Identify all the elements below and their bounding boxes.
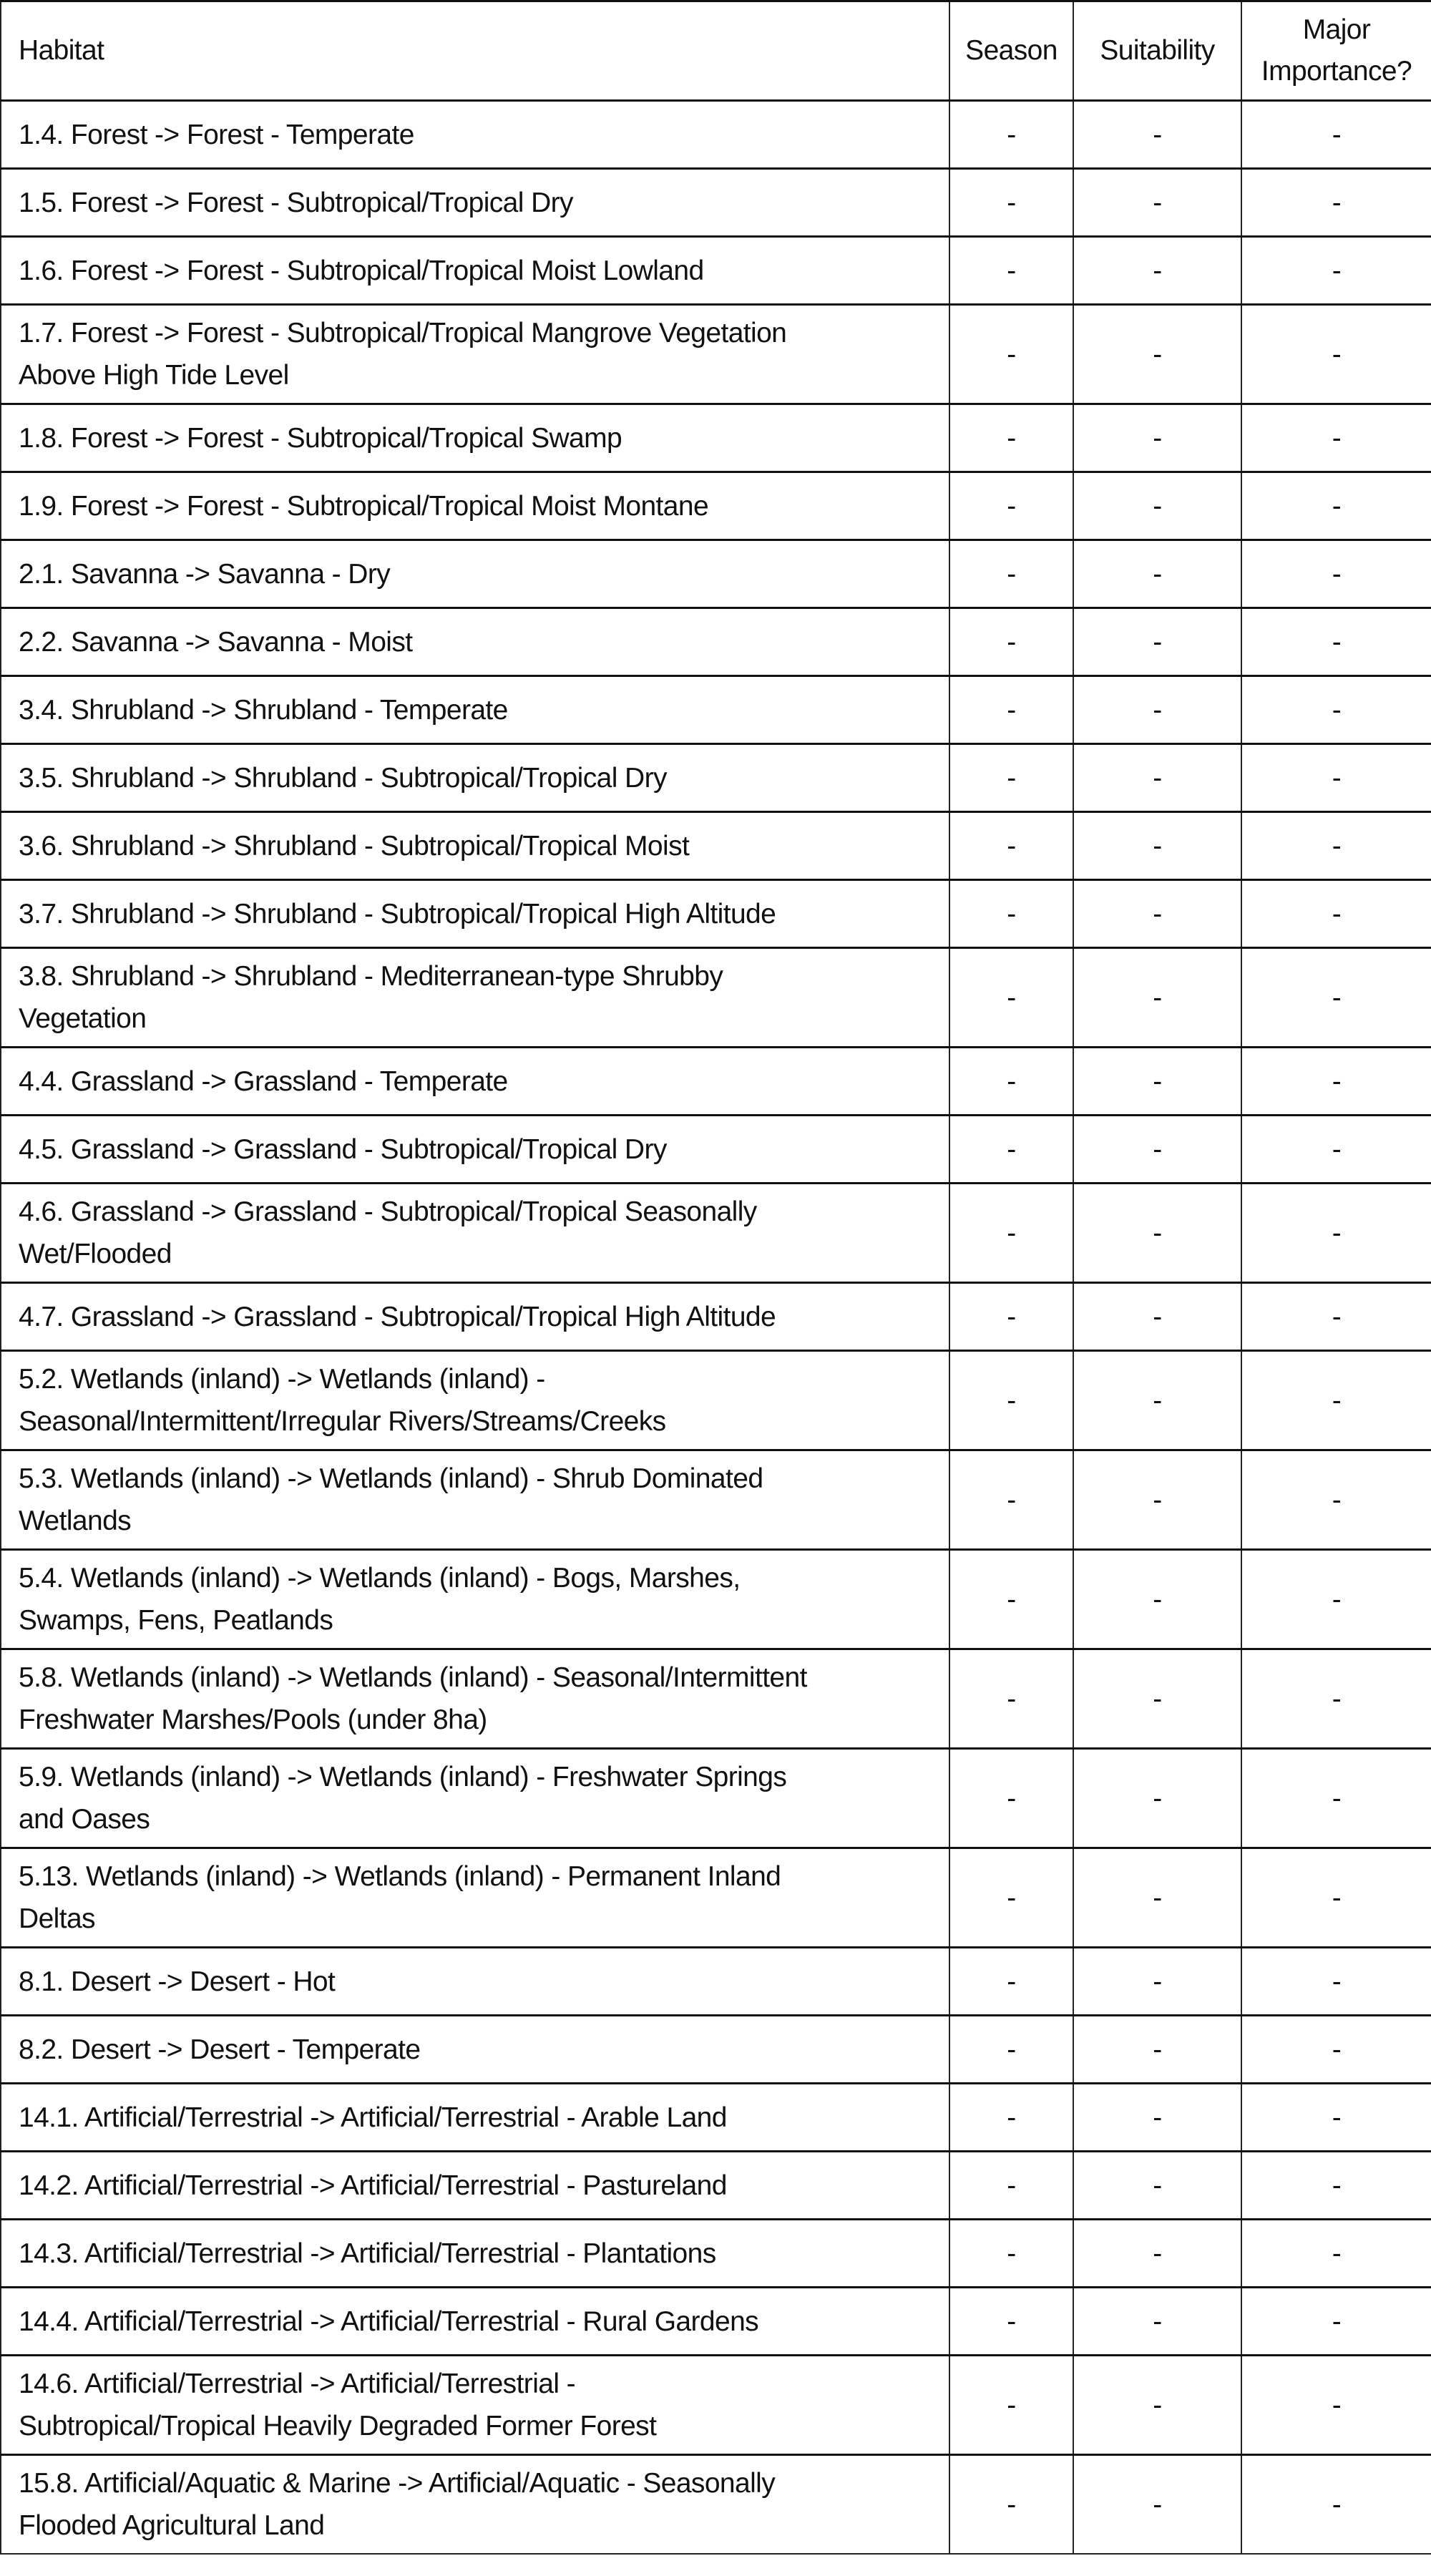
habitat-cell xyxy=(1,1450,949,1550)
habitat-text: 5.13. Wetlands (inland) -> Wetlands (inland) - Permanent Inland xyxy=(19,1861,781,1892)
season-cell: - xyxy=(949,676,1073,744)
habitat-cell xyxy=(1,169,949,237)
season-cell: - xyxy=(949,2220,1073,2288)
habitat-text: 4.7. Grassland -> Grassland - Subtropical/Tropical High Altitude xyxy=(19,1301,776,1332)
suitability-cell: - xyxy=(1073,1283,1241,1351)
habitat-cell xyxy=(1,948,949,1048)
season-cell: - xyxy=(949,1848,1073,1948)
habitat-text: 3.4. Shrubland -> Shrubland - Temperate xyxy=(19,694,508,726)
habitat-text: 2.1. Savanna -> Savanna - Dry xyxy=(19,558,391,590)
habitat-text: Swamps, Fens, Peatlands xyxy=(19,1605,333,1636)
suitability-cell: - xyxy=(1073,404,1241,472)
habitat-cell xyxy=(1,2220,949,2288)
table-header xyxy=(1,1,1431,101)
major-importance-cell: - xyxy=(1241,540,1431,608)
table-row xyxy=(1,305,1431,404)
habitat-text: 8.1. Desert -> Desert - Hot xyxy=(19,1966,336,1997)
season-cell: - xyxy=(949,1351,1073,1450)
season-cell: - xyxy=(949,101,1073,169)
habitat-text: 3.7. Shrubland -> Shrubland - Subtropical/Tropical High Altitude xyxy=(19,898,776,930)
habitat-text: 4.5. Grassland -> Grassland - Subtropical/Tropical Dry xyxy=(19,1133,667,1165)
habitat-text: 8.2. Desert -> Desert - Temperate xyxy=(19,2034,421,2065)
major-importance-cell: - xyxy=(1241,1450,1431,1550)
suitability-cell: - xyxy=(1073,472,1241,540)
season-cell: - xyxy=(949,237,1073,305)
habitat-text: 1.6. Forest -> Forest - Subtropical/Tropical Moist Lowland xyxy=(19,255,704,286)
habitat-cell xyxy=(1,404,949,472)
suitability-cell: - xyxy=(1073,2152,1241,2220)
suitability-cell: - xyxy=(1073,169,1241,237)
major-importance-cell: - xyxy=(1241,812,1431,880)
habitat-cell xyxy=(1,2084,949,2152)
table-row xyxy=(1,1550,1431,1649)
column-header-major-importance xyxy=(1241,1,1431,101)
season-cell: - xyxy=(949,1048,1073,1116)
table-row xyxy=(1,2152,1431,2220)
major-importance-cell: - xyxy=(1241,237,1431,305)
suitability-cell: - xyxy=(1073,812,1241,880)
major-importance-cell: - xyxy=(1241,948,1431,1048)
habitat-text: 3.8. Shrubland -> Shrubland - Mediterranean-type Shrubby xyxy=(19,961,723,992)
habitat-text: 1.8. Forest -> Forest - Subtropical/Tropical Swamp xyxy=(19,422,622,454)
habitat-text: 15.8. Artificial/Aquatic & Marine -> Artificial/Aquatic - Seasonally xyxy=(19,2468,776,2499)
habitat-text: 5.8. Wetlands (inland) -> Wetlands (inland) - Seasonal/Intermittent xyxy=(19,1662,807,1693)
habitat-cell xyxy=(1,1351,949,1450)
table-row xyxy=(1,2220,1431,2288)
suitability-cell: - xyxy=(1073,2084,1241,2152)
habitat-text: 5.4. Wetlands (inland) -> Wetlands (inland) - Bogs, Marshes, xyxy=(19,1563,741,1594)
season-cell: - xyxy=(949,608,1073,676)
suitability-cell: - xyxy=(1073,237,1241,305)
suitability-cell: - xyxy=(1073,305,1241,404)
habitat-cell xyxy=(1,101,949,169)
suitability-cell: - xyxy=(1073,948,1241,1048)
major-importance-cell: - xyxy=(1241,1351,1431,1450)
habitat-cell xyxy=(1,1848,949,1948)
habitat-cell xyxy=(1,676,949,744)
table-row xyxy=(1,676,1431,744)
column-header-major-importance-line1: Major xyxy=(1302,14,1371,45)
season-cell: - xyxy=(949,404,1073,472)
suitability-cell: - xyxy=(1073,1749,1241,1848)
habitat-cell xyxy=(1,472,949,540)
table-row xyxy=(1,948,1431,1048)
habitat-cell xyxy=(1,2152,949,2220)
suitability-cell: - xyxy=(1073,1948,1241,2016)
table-row xyxy=(1,472,1431,540)
table-row xyxy=(1,169,1431,237)
season-cell: - xyxy=(949,948,1073,1048)
habitat-cell xyxy=(1,237,949,305)
table-row xyxy=(1,1184,1431,1283)
table-row xyxy=(1,2455,1431,2555)
habitat-cell xyxy=(1,1649,949,1749)
habitat-text: Freshwater Marshes/Pools (under 8ha) xyxy=(19,1704,487,1735)
table-row xyxy=(1,744,1431,812)
season-cell: - xyxy=(949,1283,1073,1351)
major-importance-cell: - xyxy=(1241,2084,1431,2152)
habitat-text: Wetlands xyxy=(19,1506,132,1536)
table-row xyxy=(1,540,1431,608)
suitability-cell: - xyxy=(1073,2455,1241,2555)
habitat-cell xyxy=(1,2016,949,2084)
suitability-cell: - xyxy=(1073,101,1241,169)
season-cell: - xyxy=(949,1948,1073,2016)
table-row xyxy=(1,1351,1431,1450)
habitat-text: and Oases xyxy=(19,1804,150,1835)
habitat-text: 14.3. Artificial/Terrestrial -> Artificial/Terrestrial - Plantations xyxy=(19,2238,716,2269)
column-header-season: Season xyxy=(949,1,1073,101)
habitat-cell xyxy=(1,2356,949,2455)
habitat-text: 14.4. Artificial/Terrestrial -> Artificial/Terrestrial - Rural Gardens xyxy=(19,2306,759,2337)
habitat-text: Subtropical/Tropical Heavily Degraded Former Forest xyxy=(19,2411,657,2441)
habitat-cell xyxy=(1,608,949,676)
major-importance-cell: - xyxy=(1241,305,1431,404)
major-importance-cell: - xyxy=(1241,880,1431,948)
major-importance-cell: - xyxy=(1241,1048,1431,1116)
suitability-cell: - xyxy=(1073,744,1241,812)
table-body xyxy=(1,101,1431,2555)
season-cell: - xyxy=(949,169,1073,237)
suitability-cell: - xyxy=(1073,608,1241,676)
season-cell: - xyxy=(949,1649,1073,1749)
suitability-cell: - xyxy=(1073,2016,1241,2084)
header-row xyxy=(1,1,1431,101)
habitat-cell xyxy=(1,2288,949,2356)
season-cell: - xyxy=(949,812,1073,880)
major-importance-cell: - xyxy=(1241,169,1431,237)
table-row xyxy=(1,1048,1431,1116)
season-cell: - xyxy=(949,540,1073,608)
habitat-cell xyxy=(1,2455,949,2555)
season-cell: - xyxy=(949,880,1073,948)
major-importance-cell: - xyxy=(1241,2220,1431,2288)
major-importance-cell: - xyxy=(1241,2152,1431,2220)
habitat-text: 2.2. Savanna -> Savanna - Moist xyxy=(19,626,413,658)
habitat-text: 1.9. Forest -> Forest - Subtropical/Tropical Moist Montane xyxy=(19,490,709,522)
habitat-cell xyxy=(1,812,949,880)
habitat-text: Deltas xyxy=(19,1903,95,1934)
table-row xyxy=(1,608,1431,676)
suitability-cell: - xyxy=(1073,2220,1241,2288)
suitability-cell: - xyxy=(1073,1649,1241,1749)
season-cell: - xyxy=(949,2356,1073,2455)
major-importance-cell: - xyxy=(1241,1116,1431,1184)
season-cell: - xyxy=(949,1550,1073,1649)
habitat-text: 14.6. Artificial/Terrestrial -> Artificial/Terrestrial - xyxy=(19,2368,576,2399)
habitat-text: Wet/Flooded xyxy=(19,1239,172,1269)
season-cell: - xyxy=(949,2455,1073,2555)
table-row xyxy=(1,1116,1431,1184)
habitat-cell xyxy=(1,1283,949,1351)
habitat-text: 1.7. Forest -> Forest - Subtropical/Tropical Mangrove Vegetation xyxy=(19,318,787,348)
suitability-cell: - xyxy=(1073,676,1241,744)
table-row xyxy=(1,237,1431,305)
major-importance-cell: - xyxy=(1241,1283,1431,1351)
season-cell: - xyxy=(949,1450,1073,1550)
habitat-text: 5.9. Wetlands (inland) -> Wetlands (inland) - Freshwater Springs xyxy=(19,1762,787,1792)
habitat-cell xyxy=(1,1116,949,1184)
habitat-text: 3.5. Shrubland -> Shrubland - Subtropical/Tropical Dry xyxy=(19,762,667,794)
table-row xyxy=(1,404,1431,472)
major-importance-cell: - xyxy=(1241,1550,1431,1649)
suitability-cell: - xyxy=(1073,2356,1241,2455)
table-row xyxy=(1,101,1431,169)
major-importance-cell: - xyxy=(1241,744,1431,812)
column-header-major-importance-line2: Importance? xyxy=(1261,56,1412,87)
habitat-text: Vegetation xyxy=(19,1003,147,1034)
major-importance-cell: - xyxy=(1241,1649,1431,1749)
suitability-cell: - xyxy=(1073,1116,1241,1184)
major-importance-cell: - xyxy=(1241,472,1431,540)
suitability-cell: - xyxy=(1073,1450,1241,1550)
habitat-cell xyxy=(1,1749,949,1848)
suitability-cell: - xyxy=(1073,2288,1241,2356)
habitat-text: 1.4. Forest -> Forest - Temperate xyxy=(19,119,414,150)
table-row xyxy=(1,1948,1431,2016)
table-row xyxy=(1,1283,1431,1351)
season-cell: - xyxy=(949,744,1073,812)
table-row xyxy=(1,1848,1431,1948)
major-importance-cell: - xyxy=(1241,2016,1431,2084)
column-header-habitat: Habitat xyxy=(1,1,949,101)
habitat-cell xyxy=(1,1048,949,1116)
habitat-cell xyxy=(1,1948,949,2016)
habitat-cell xyxy=(1,540,949,608)
major-importance-cell: - xyxy=(1241,101,1431,169)
season-cell: - xyxy=(949,2152,1073,2220)
habitat-cell xyxy=(1,1550,949,1649)
major-importance-cell: - xyxy=(1241,1749,1431,1848)
table-row xyxy=(1,2016,1431,2084)
suitability-cell: - xyxy=(1073,1048,1241,1116)
major-importance-cell: - xyxy=(1241,1848,1431,1948)
habitat-text: 4.4. Grassland -> Grassland - Temperate xyxy=(19,1065,508,1097)
season-cell: - xyxy=(949,305,1073,404)
season-cell: - xyxy=(949,1184,1073,1283)
habitat-text: Seasonal/Intermittent/Irregular Rivers/Streams/Creeks xyxy=(19,1406,666,1437)
major-importance-cell: - xyxy=(1241,1948,1431,2016)
major-importance-cell: - xyxy=(1241,2288,1431,2356)
season-cell: - xyxy=(949,472,1073,540)
major-importance-cell: - xyxy=(1241,608,1431,676)
season-cell: - xyxy=(949,2016,1073,2084)
table-row xyxy=(1,1749,1431,1848)
season-cell: - xyxy=(949,2084,1073,2152)
habitat-cell xyxy=(1,305,949,404)
table-row xyxy=(1,2084,1431,2152)
table-row xyxy=(1,1450,1431,1550)
major-importance-cell: - xyxy=(1241,1184,1431,1283)
table-row xyxy=(1,1649,1431,1749)
major-importance-cell: - xyxy=(1241,2356,1431,2455)
habitat-text: Above High Tide Level xyxy=(19,360,289,391)
column-header-suitability: Suitability xyxy=(1073,1,1241,101)
suitability-cell: - xyxy=(1073,1848,1241,1948)
table-row xyxy=(1,2356,1431,2455)
habitat-text: 5.3. Wetlands (inland) -> Wetlands (inland) - Shrub Dominated xyxy=(19,1463,763,1494)
suitability-cell: - xyxy=(1073,1184,1241,1283)
habitat-text: 4.6. Grassland -> Grassland - Subtropical/Tropical Seasonally xyxy=(19,1196,757,1227)
suitability-cell: - xyxy=(1073,1550,1241,1649)
habitat-cell xyxy=(1,1184,949,1283)
habitat-cell xyxy=(1,880,949,948)
table-row xyxy=(1,2288,1431,2356)
suitability-cell: - xyxy=(1073,1351,1241,1450)
season-cell: - xyxy=(949,2288,1073,2356)
season-cell: - xyxy=(949,1116,1073,1184)
major-importance-cell: - xyxy=(1241,404,1431,472)
habitat-text: 5.2. Wetlands (inland) -> Wetlands (inland) - xyxy=(19,1364,545,1395)
table-row xyxy=(1,880,1431,948)
habitat-text: 3.6. Shrubland -> Shrubland - Subtropical/Tropical Moist xyxy=(19,830,690,862)
habitat-text: 14.1. Artificial/Terrestrial -> Artificial/Terrestrial - Arable Land xyxy=(19,2102,727,2133)
suitability-cell: - xyxy=(1073,880,1241,948)
major-importance-cell: - xyxy=(1241,2455,1431,2555)
major-importance-cell: - xyxy=(1241,676,1431,744)
season-cell: - xyxy=(949,1749,1073,1848)
suitability-cell: - xyxy=(1073,540,1241,608)
habitat-cell xyxy=(1,744,949,812)
table-row xyxy=(1,812,1431,880)
habitat-text: Flooded Agricultural Land xyxy=(19,2510,325,2541)
habitat-text: 14.2. Artificial/Terrestrial -> Artificial/Terrestrial - Pastureland xyxy=(19,2170,727,2201)
habitat-text: 1.5. Forest -> Forest - Subtropical/Tropical Dry xyxy=(19,187,573,218)
